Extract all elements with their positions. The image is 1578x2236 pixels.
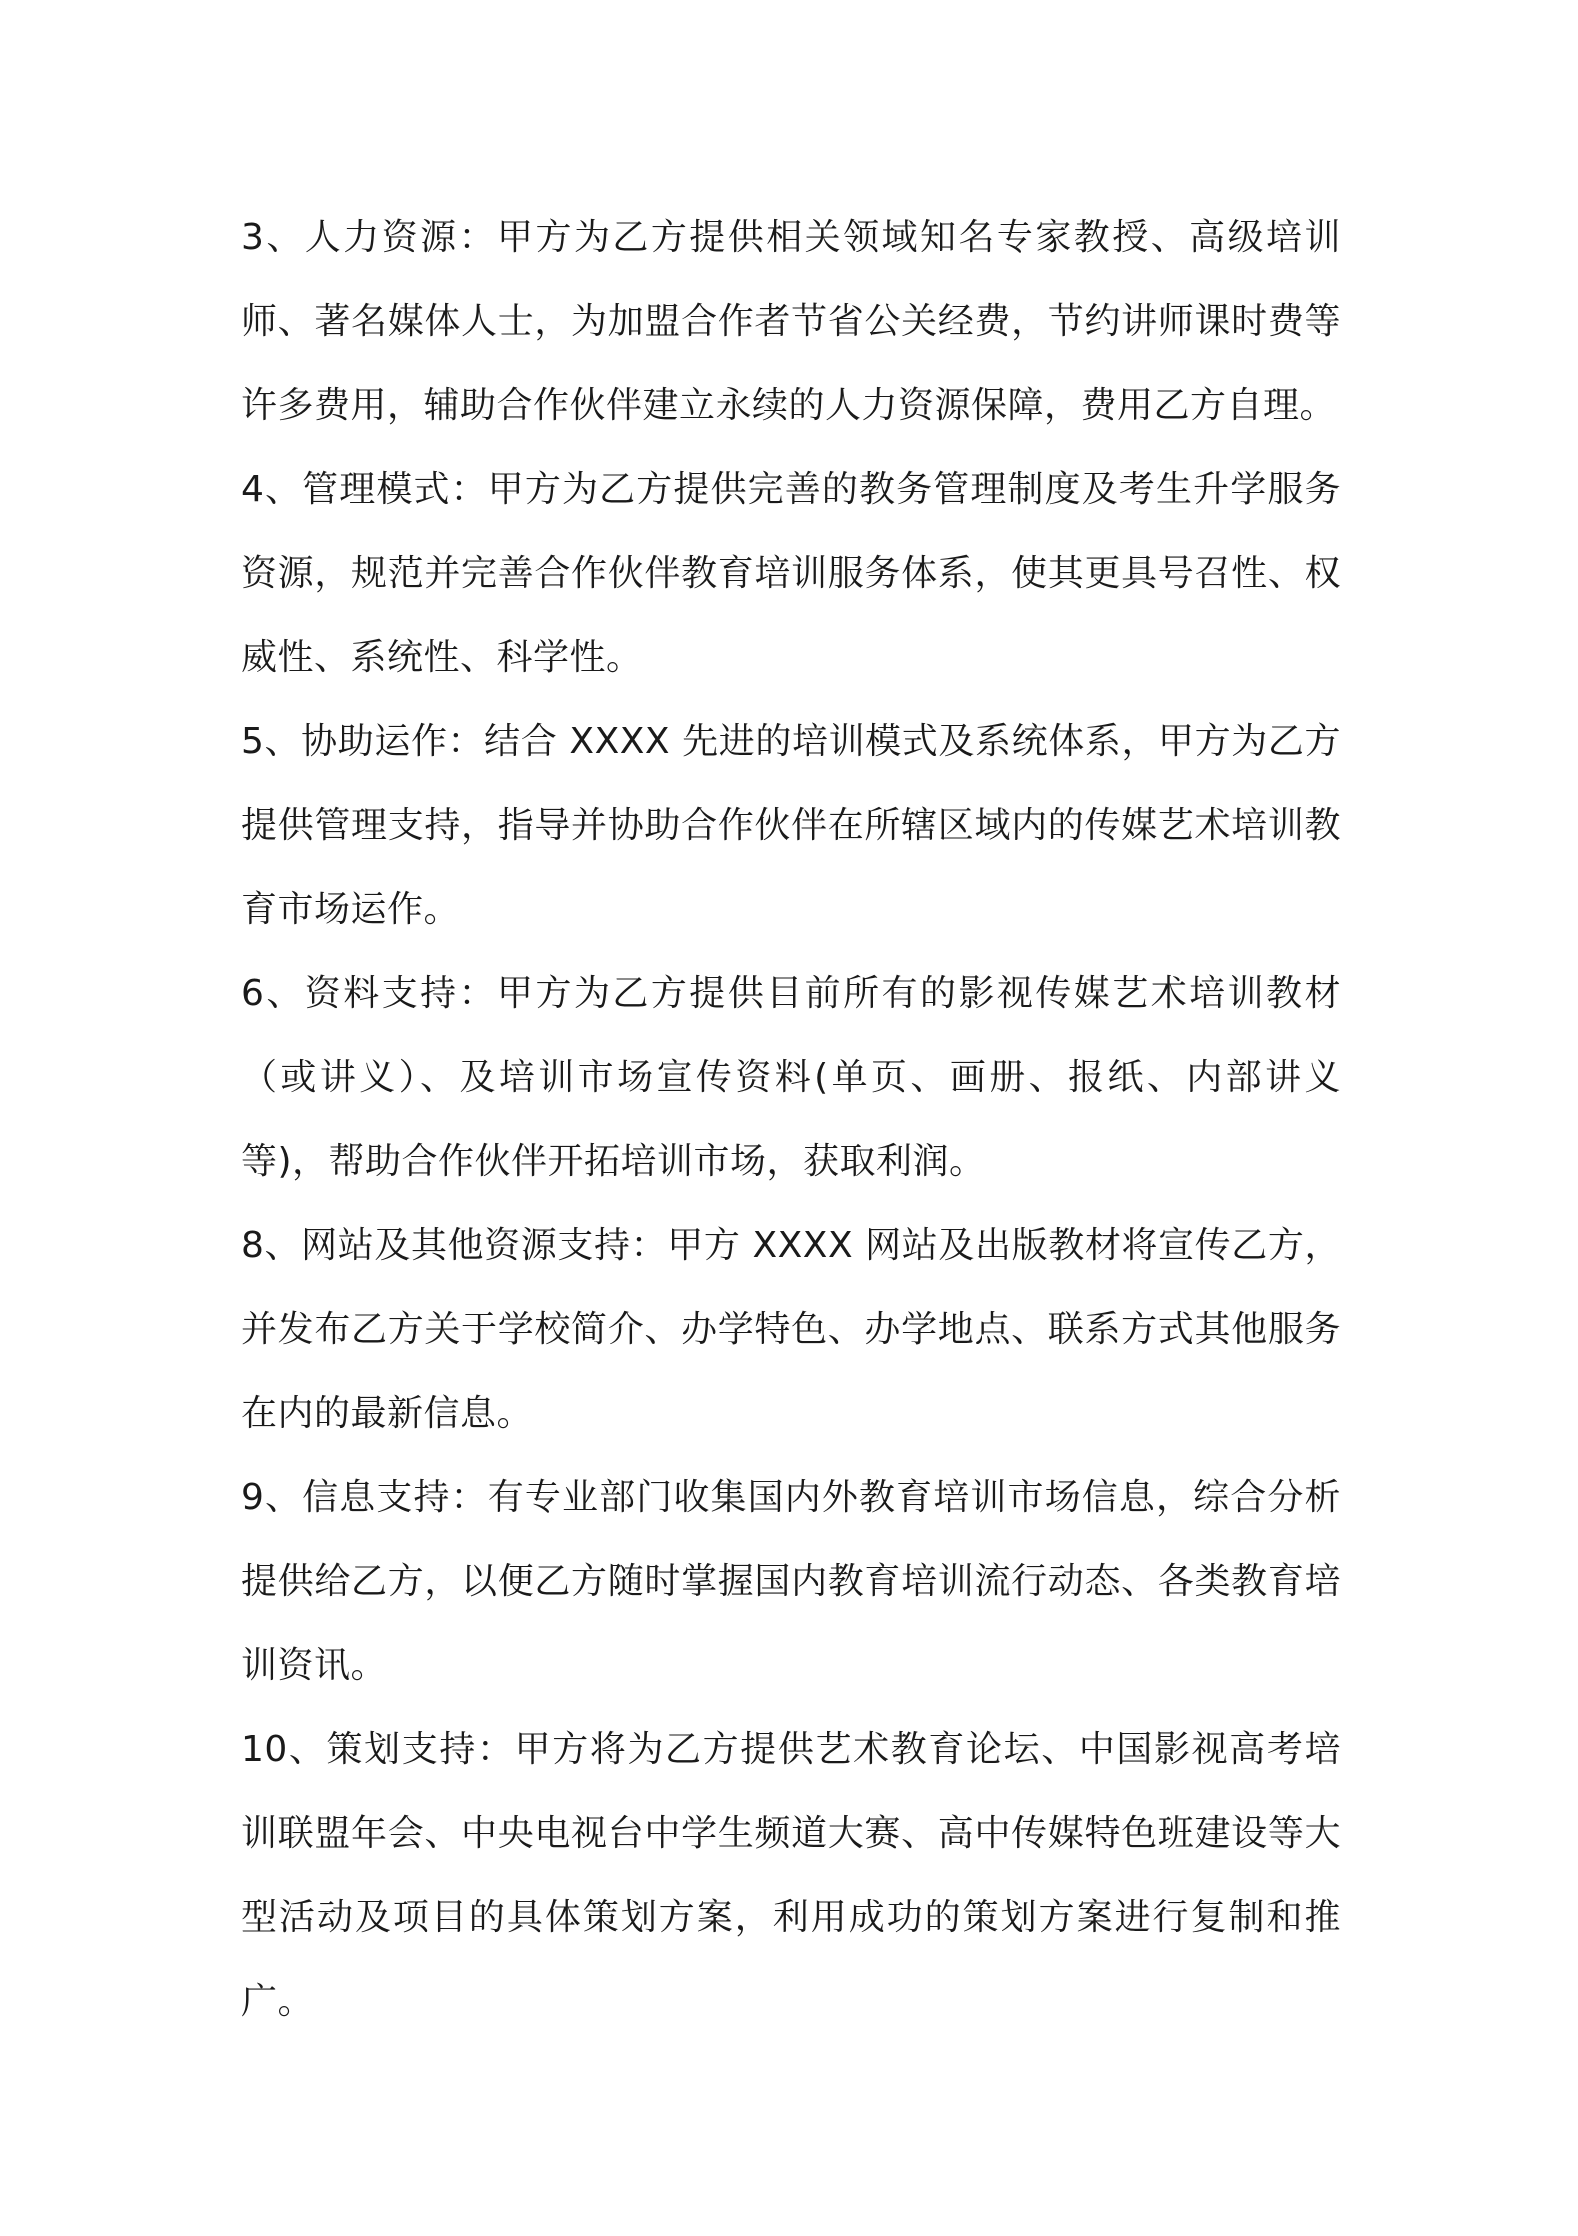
clause-8-website-support: 8、网站及其他资源支持：甲方 XXXX 网站及出版教材将宣传乙方，并发布乙方关于学校简介、办学特色、办学地点、联系方式其他服务在内的最新信息。 — [241, 1225, 1341, 1434]
clause-9-information-support: 9、信息支持：有专业部门收集国内外教育培训市场信息，综合分析提供给乙方，以便乙方随时掌握国内教育培训流行动态、各类教育培训资讯。 — [241, 1477, 1341, 1686]
clause-4-management-model: 4、管理模式：甲方为乙方提供完善的教务管理制度及考生升学服务资源，规范并完善合作伙伴教育培训服务体系，使其更具号召性、权威性、系统性、科学性。 — [241, 469, 1341, 678]
document-body — [241, 196, 1341, 2044]
clause-3-human-resources: 3、人力资源：甲方为乙方提供相关领域知名专家教授、高级培训师、著名媒体人士，为加盟合作者节省公关经费，节约讲师课时费等许多费用，辅助合作伙伴建立永续的人力资源保障，费用乙方自理。 — [241, 217, 1341, 426]
clause-5-operation-assistance: 5、协助运作：结合 XXXX 先进的培训模式及系统体系，甲方为乙方提供管理支持，指导并协助合作伙伴在所辖区域内的传媒艺术培训教育市场运作。 — [241, 721, 1341, 930]
clause-10-planning-support: 10、策划支持：甲方将为乙方提供艺术教育论坛、中国影视高考培训联盟年会、中央电视台中学生频道大赛、高中传媒特色班建设等大型活动及项目的具体策划方案，利用成功的策划方案进行复制和推广。 — [241, 1729, 1341, 2022]
clause-6-material-support: 6、资料支持：甲方为乙方提供目前所有的影视传媒艺术培训教材（或讲义）、及培训市场宣传资料(单页、画册、报纸、内部讲义等)，帮助合作伙伴开拓培训市场，获取利润。 — [241, 973, 1341, 1182]
